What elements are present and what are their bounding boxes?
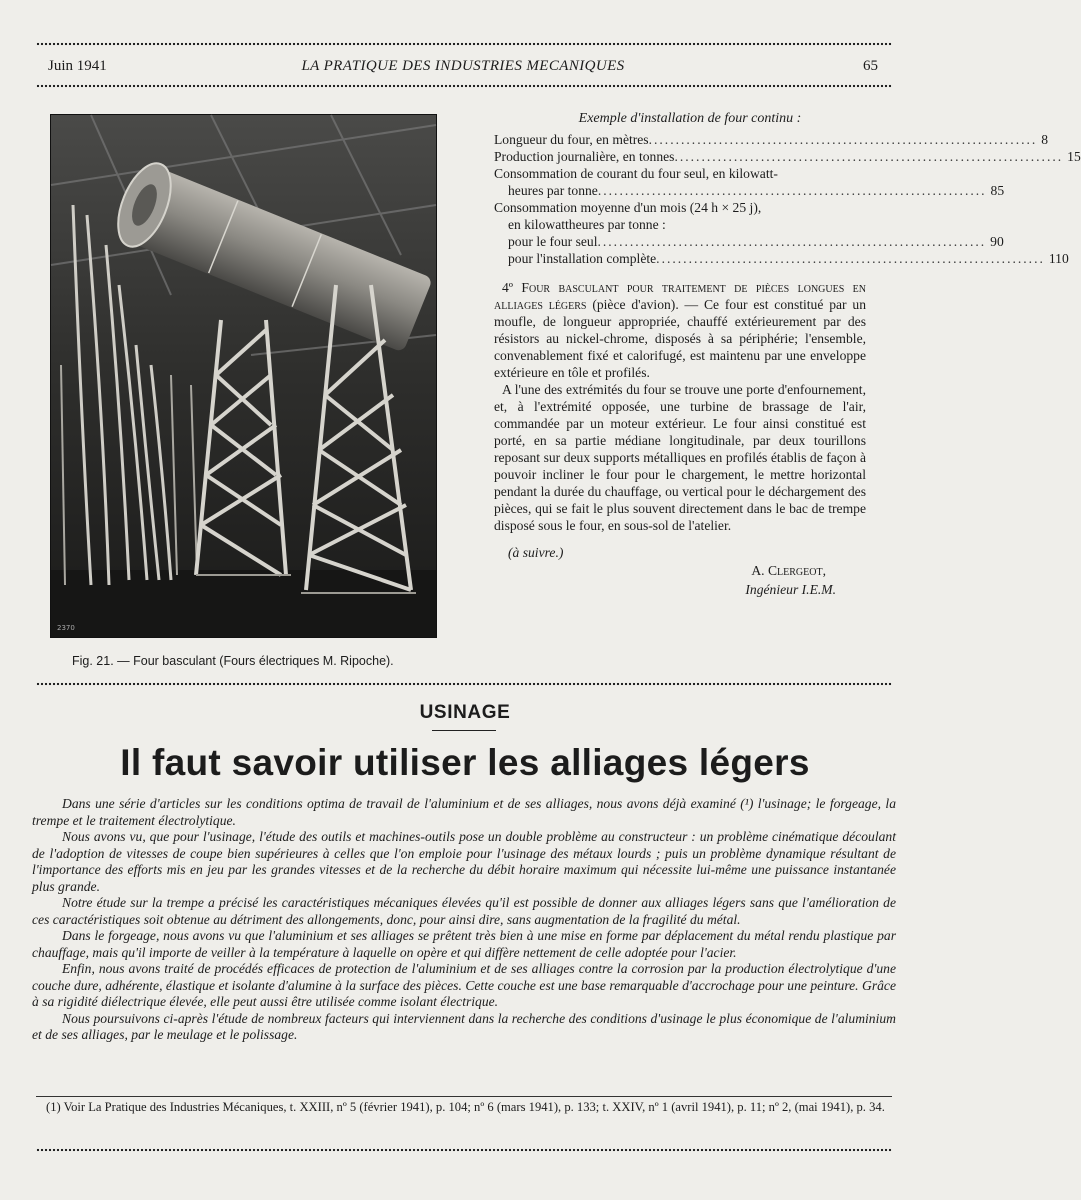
right-column	[494, 110, 1081, 599]
header-page-number: 65	[863, 58, 878, 74]
article-introduction	[32, 796, 896, 1044]
example-row: Longueur du four, en mètres ........................................................................ 8	[494, 132, 1049, 147]
intro-paragraph: Nous poursuivons ci-après l'étude de nombreux facteurs qui interviennent dans la recherche des conditions d'usinage le plus économique de l'aluminium et de ses alliages, par le meulage et le polissage.	[32, 1010, 896, 1042]
running-header	[48, 54, 878, 80]
to-be-continued: (à suivre.)	[508, 545, 564, 560]
example-row: Consommation moyenne d'un mois (24 h × 25 j),	[494, 200, 762, 215]
example-row: pour l'installation complète ........................................................................ 110	[508, 251, 1069, 266]
paragraph-four-basculant: 4º Four basculant pour traitement de pièces longues en alliages légers (pièce d'avion). — Ce four est constitué par un moufle, de longueur appropriée, chauffé extérieurement par des résistors au nickel-chrome, disposés à sa périphérie; l'ensemble, convenablement fixé et calorifugé, est maintenu par une enveloppe extérieure en tôle et profilés.	[494, 280, 866, 380]
footnote-rule	[36, 1096, 892, 1097]
example-row: pour le four seul ........................................................................ 90	[508, 234, 1004, 249]
intro-paragraph: Nous avons vu, que pour l'usinage, l'étude des outils et machines-outils pose un double problème au constructeur : un problème cinématique découlant de l'adoption de vitesses de coupe bien supérieures à celles que l'on emploie pour l'usinage des métaux lourds ; puis un problème dynamique résultant de l'importance des efforts mis en jeu par les grandes vitesses et de la recherche du débit horaire maximum qui nécessite lui-même une puissance instantanée plus grande.	[32, 829, 896, 894]
example-title: Exemple d'installation de four continu :	[578, 111, 802, 126]
section-label: USINAGE	[419, 702, 511, 723]
author-title: Ingénieur I.E.M.	[745, 582, 836, 597]
article-headline: Il faut savoir utiliser les alliages légers	[120, 742, 810, 783]
header-dotted-rule	[36, 84, 892, 88]
paragraph-body: A l'une des extrémités du four se trouve une porte d'enfournement, et, à l'extrémité opposée, une turbine de brassage de l'air, commandée par un moteur extérieur. Le four ainsi constitué est porté, en sa partie médiane longitudinale, par deux tourillons reposant sur deux supports métalliques en profilés établis de façon à pouvoir incliner le four pour le chargement, le mettre horizontal pendant la durée du chauffage, ou vertical pour le déchargement des pièces, qui se fait le plus souvent directement dans le bac de trempe disposé sous le four, en sous-sol de l'atelier.	[494, 382, 866, 533]
bottom-dotted-rule	[36, 1148, 892, 1152]
example-row: heures par tonne ........................................................................ 85	[508, 183, 1005, 198]
top-dotted-rule	[36, 42, 892, 46]
example-row: Production journalière, en tonnes ........................................................................ 15	[494, 149, 1081, 164]
intro-paragraph: Enfin, nous avons traité de procédés efficaces de protection de l'aluminium et de ses alliages contre la corrosion par la production électrolytique d'une couche dure, adhérente, élastique et isolante d'alumine à la surface des pièces. Cette couche est une base remarquable d'accrochage pour une peinture. Grâce à sa rigidité diélectrique élevée, elle peut aussi être utilisée comme isolant électrique.	[32, 961, 896, 1009]
figure-caption: Fig. 21. — Four basculant (Fours électriques M. Ripoche).	[72, 654, 394, 668]
intro-paragraph: Dans le forgeage, nous avons vu que l'aluminium et ses alliages se prêtent très bien à une mise en forme par déplacement du métal rendu plastique par chauffage, mais qu'il importe de veiller à la température à laquelle on opère et qui diffère nettement de celle adoptée pour l'acier.	[32, 928, 896, 960]
furnace-illustration	[51, 115, 436, 637]
author-name: A. Clergeot,	[751, 563, 826, 578]
header-journal-title: LA PRATIQUE DES INDUSTRIES MECANIQUES	[301, 58, 625, 74]
section-dotted-rule	[36, 682, 892, 686]
paragraph-heading: Four basculant pour traitement de pièces longues en alliages légers	[494, 280, 866, 312]
footnote-text: (1) Voir La Pratique des Industries Mécaniques, t. XXIII, nº 5 (février 1941), p. 104; nº 6 (mars 1941), p. 133; t. XXIV, nº 1 (avril 1941), p. 11; nº 2, (mai 1941), p. 34.	[46, 1100, 885, 1114]
intro-paragraph: Notre étude sur la trempe a précisé les caractéristiques mécaniques élevées qu'il est possible de donner aux alliages légers sans que l'amélioration de ces caractéristiques soit obtenue au détriment des allongements, donc, pour ainsi dire, sans augmentation de la fragilité du métal.	[32, 895, 896, 927]
footnote	[36, 1100, 892, 1115]
example-row: Consommation de courant du four seul, en kilowatt-	[494, 166, 778, 181]
intro-paragraph: Dans une série d'articles sur les conditions optima de travail de l'aluminium et de ses alliages, nous avons déjà examiné (¹) l'usinage; le forgeage, la trempe et le traitement électrolytique.	[32, 796, 896, 828]
furnace-photograph	[50, 114, 437, 638]
svg-text:2370: 2370	[57, 624, 75, 632]
header-date: Juin 1941	[48, 58, 107, 74]
example-row: en kilowattheures par tonne :	[508, 217, 666, 232]
section-underline	[432, 730, 496, 731]
